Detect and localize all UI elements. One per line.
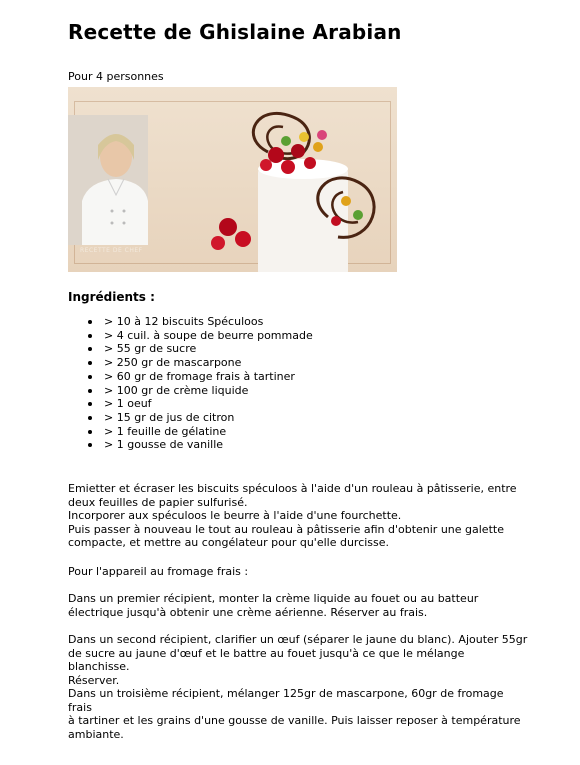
recipe-photo — [68, 87, 397, 272]
ingredients-heading: Ingrédients : — [68, 290, 155, 304]
text-line: électrique jusqu'à obtenir une crème aérienne. Réserver au frais. — [68, 605, 428, 619]
text-line: compacte, et mettre au congélateur pour qu'elle durcisse. — [68, 536, 390, 549]
text-line: à tartiner et les grains d'une gousse de vanille. Puis laisser reposer à température — [68, 714, 521, 727]
ingredient-item: > 4 cuil. à soupe de beurre pommade — [86, 329, 313, 343]
mascarpone-instructions — [68, 687, 528, 741]
ingredient-item: > 250 gr de mascarpone — [86, 356, 313, 370]
text-line: Dans un second récipient, clarifier un œuf (séparer le jaune du blanc). Ajouter 55gr — [68, 633, 528, 646]
text-line: Incorporer aux spéculoos le beurre à l'aide d'une fourchette. — [68, 509, 402, 522]
servings-text: Pour 4 personnes — [68, 70, 164, 83]
cream-instructions — [68, 592, 528, 619]
photo-caption: RECETTE DE CHEF — [80, 247, 143, 254]
text-line: Dans un troisième récipient, mélanger 125gr de mascarpone, 60gr de fromage frais — [68, 687, 504, 714]
text-line: ambiante. — [68, 727, 124, 741]
ingredient-item: > 15 gr de jus de citron — [86, 411, 313, 425]
ingredient-item: > 55 gr de sucre — [86, 342, 313, 356]
text-line: Réserver. — [68, 673, 120, 687]
text-line: Emietter et écraser les biscuits spéculoos à l'aide d'un rouleau à pâtisserie, entre — [68, 482, 517, 495]
ingredient-item: > 1 feuille de gélatine — [86, 425, 313, 439]
appareil-heading: Pour l'appareil au fromage frais : — [68, 565, 249, 578]
ingredients-list — [86, 315, 313, 452]
text-line: deux feuilles de papier sulfurisé. — [68, 495, 248, 509]
text-line: Puis passer à nouveau le tout au rouleau à pâtisserie afin d'obtenir une galette — [68, 522, 504, 536]
chef-portrait — [68, 115, 148, 245]
ingredient-item: > 10 à 12 biscuits Spéculoos — [86, 315, 313, 329]
dessert-illustration — [198, 97, 397, 272]
ingredient-item: > 1 gousse de vanille — [86, 438, 313, 452]
ingredient-item: > 1 oeuf — [86, 397, 313, 411]
recipe-title: Recette de Ghislaine Arabian — [68, 20, 402, 44]
ingredient-item: > 100 gr de crème liquide — [86, 384, 313, 398]
ingredient-item: > 60 gr de fromage frais à tartiner — [86, 370, 313, 384]
egg-instructions — [68, 633, 528, 687]
text-line: de sucre au jaune d'œuf et le battre au fouet jusqu'à ce que le mélange blanchisse. — [68, 646, 465, 673]
text-line: Dans un premier récipient, monter la crème liquide au fouet ou au batteur — [68, 592, 479, 605]
base-instructions — [68, 482, 528, 550]
